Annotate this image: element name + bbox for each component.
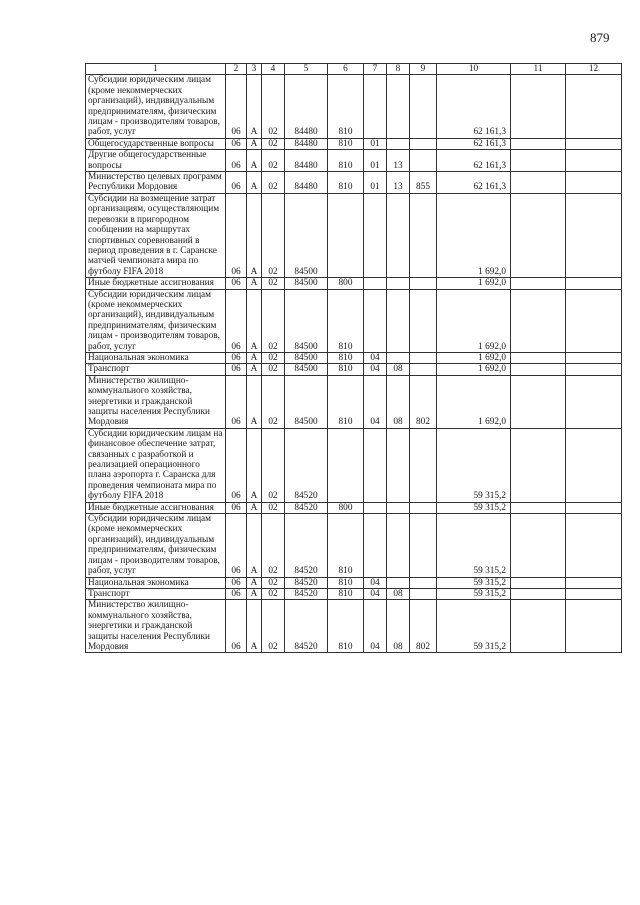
column-header: 2 xyxy=(226,64,247,75)
table-row xyxy=(86,150,622,172)
column-header: 12 xyxy=(566,64,622,75)
column-header: 3 xyxy=(247,64,262,75)
cell-code xyxy=(410,278,437,289)
cell-code: 02 xyxy=(262,352,285,363)
cell-empty xyxy=(511,600,566,653)
cell-code: 08 xyxy=(387,588,410,599)
cell-empty xyxy=(566,375,622,428)
cell-code xyxy=(387,428,410,502)
cell-code xyxy=(387,577,410,588)
cell-code xyxy=(410,502,437,513)
cell-code: 855 xyxy=(410,172,437,194)
cell-code xyxy=(328,193,364,277)
row-name: Другие общегосударственные вопросы xyxy=(86,150,226,172)
cell-code: 810 xyxy=(328,375,364,428)
cell-code: 06 xyxy=(226,364,247,375)
cell-code: А xyxy=(247,278,262,289)
cell-code: 810 xyxy=(328,150,364,172)
cell-code: 84500 xyxy=(285,289,328,352)
cell-amount: 1 692,0 xyxy=(437,289,511,352)
cell-code: 06 xyxy=(226,138,247,149)
column-header: 10 xyxy=(437,64,511,75)
cell-code: А xyxy=(247,364,262,375)
cell-code: А xyxy=(247,138,262,149)
cell-code: 08 xyxy=(387,600,410,653)
row-name: Субсидии юридическим лицам (кроме некоммерческих организаций), индивидуальным предпринимателям, физическим лицам - производителям товаров, работ, услуг xyxy=(86,289,226,352)
cell-code: 84500 xyxy=(285,352,328,363)
cell-code: 84520 xyxy=(285,502,328,513)
row-name: Национальная экономика xyxy=(86,352,226,363)
column-header: 7 xyxy=(364,64,387,75)
cell-amount: 62 161,3 xyxy=(437,138,511,149)
cell-code: 01 xyxy=(364,138,387,149)
table-row xyxy=(86,352,622,363)
cell-code: 02 xyxy=(262,502,285,513)
cell-amount: 62 161,3 xyxy=(437,172,511,194)
cell-empty xyxy=(566,75,622,138)
table-row xyxy=(86,577,622,588)
cell-code: 06 xyxy=(226,428,247,502)
cell-code: 810 xyxy=(328,600,364,653)
table-row xyxy=(86,588,622,599)
cell-empty xyxy=(566,138,622,149)
cell-code: 04 xyxy=(364,600,387,653)
cell-code xyxy=(387,502,410,513)
cell-code: А xyxy=(247,588,262,599)
cell-amount: 59 315,2 xyxy=(437,514,511,577)
cell-empty xyxy=(511,428,566,502)
cell-code: 84520 xyxy=(285,588,328,599)
cell-empty xyxy=(511,172,566,194)
cell-code: 04 xyxy=(364,352,387,363)
column-header: 5 xyxy=(285,64,328,75)
cell-code: А xyxy=(247,150,262,172)
cell-code: 13 xyxy=(387,150,410,172)
cell-code: 06 xyxy=(226,514,247,577)
row-name: Субсидии на возмещение затрат организациям, осуществляющим перевозки в пригородном сообщении на маршрутах спортивных соревнований в период проведения в г. Саранске матчей чемпионата мира по футболу FIFA 2018 xyxy=(86,193,226,277)
cell-code: 06 xyxy=(226,289,247,352)
cell-empty xyxy=(566,278,622,289)
table-row xyxy=(86,289,622,352)
cell-code: 84500 xyxy=(285,278,328,289)
cell-empty xyxy=(511,514,566,577)
cell-code: 06 xyxy=(226,172,247,194)
cell-code xyxy=(387,75,410,138)
cell-empty xyxy=(566,172,622,194)
cell-code: 810 xyxy=(328,577,364,588)
cell-empty xyxy=(566,577,622,588)
cell-code: 06 xyxy=(226,588,247,599)
table-row xyxy=(86,75,622,138)
cell-code: А xyxy=(247,289,262,352)
cell-empty xyxy=(511,289,566,352)
cell-code: А xyxy=(247,352,262,363)
cell-code: А xyxy=(247,428,262,502)
cell-code xyxy=(387,138,410,149)
column-header: 9 xyxy=(410,64,437,75)
cell-code: 02 xyxy=(262,150,285,172)
cell-code xyxy=(364,193,387,277)
cell-code: 04 xyxy=(364,375,387,428)
table-row xyxy=(86,514,622,577)
cell-code: 04 xyxy=(364,588,387,599)
cell-code: 06 xyxy=(226,75,247,138)
column-header: 8 xyxy=(387,64,410,75)
cell-code: 06 xyxy=(226,502,247,513)
cell-code xyxy=(364,502,387,513)
cell-code xyxy=(410,428,437,502)
cell-amount: 1 692,0 xyxy=(437,193,511,277)
row-name: Министерство жилищно-коммунального хозяйства, энергетики и гражданской защиты населения Республики Мордовия xyxy=(86,600,226,653)
cell-code xyxy=(387,278,410,289)
column-header: 1 xyxy=(86,64,226,75)
cell-code xyxy=(410,138,437,149)
cell-amount: 1 692,0 xyxy=(437,278,511,289)
cell-code: 13 xyxy=(387,172,410,194)
cell-empty xyxy=(511,150,566,172)
cell-code: 810 xyxy=(328,289,364,352)
cell-empty xyxy=(511,588,566,599)
cell-code: 802 xyxy=(410,375,437,428)
table-row xyxy=(86,428,622,502)
cell-code: 810 xyxy=(328,364,364,375)
cell-code: 06 xyxy=(226,150,247,172)
cell-empty xyxy=(511,375,566,428)
cell-code xyxy=(364,289,387,352)
row-name: Субсидии юридическим лицам (кроме некоммерческих организаций), индивидуальным предпринимателям, физическим лицам - производителям товаров, работ, услуг xyxy=(86,514,226,577)
cell-amount: 1 692,0 xyxy=(437,352,511,363)
row-name: Иные бюджетные ассигнования xyxy=(86,502,226,513)
budget-table xyxy=(85,63,622,653)
cell-code: 810 xyxy=(328,75,364,138)
cell-code: 02 xyxy=(262,75,285,138)
page-number: 879 xyxy=(590,30,610,45)
cell-empty xyxy=(566,150,622,172)
cell-empty xyxy=(566,289,622,352)
cell-code xyxy=(410,577,437,588)
cell-code: А xyxy=(247,600,262,653)
cell-code: А xyxy=(247,75,262,138)
cell-code: 02 xyxy=(262,172,285,194)
row-name: Иные бюджетные ассигнования xyxy=(86,278,226,289)
cell-code: 84480 xyxy=(285,75,328,138)
cell-code: А xyxy=(247,193,262,277)
cell-code: 810 xyxy=(328,588,364,599)
column-header: 4 xyxy=(262,64,285,75)
cell-empty xyxy=(511,352,566,363)
cell-code: А xyxy=(247,514,262,577)
cell-code: 800 xyxy=(328,278,364,289)
cell-amount: 59 315,2 xyxy=(437,577,511,588)
table-row xyxy=(86,502,622,513)
cell-code: 04 xyxy=(364,577,387,588)
cell-code: А xyxy=(247,502,262,513)
table-row xyxy=(86,172,622,194)
cell-code xyxy=(328,428,364,502)
row-name: Общегосударственные вопросы xyxy=(86,138,226,149)
cell-code: 02 xyxy=(262,600,285,653)
cell-empty xyxy=(566,502,622,513)
cell-code: 02 xyxy=(262,577,285,588)
cell-code: 02 xyxy=(262,193,285,277)
row-name: Национальная экономика xyxy=(86,577,226,588)
cell-code: 02 xyxy=(262,375,285,428)
cell-code: 802 xyxy=(410,600,437,653)
cell-empty xyxy=(566,588,622,599)
cell-code: 01 xyxy=(364,150,387,172)
cell-code: 06 xyxy=(226,600,247,653)
cell-empty xyxy=(566,600,622,653)
cell-code xyxy=(387,352,410,363)
cell-code xyxy=(364,278,387,289)
row-name: Министерство целевых программ Республики Мордовия xyxy=(86,172,226,194)
cell-code: 06 xyxy=(226,278,247,289)
table-header-row xyxy=(86,64,622,75)
cell-code: 84500 xyxy=(285,375,328,428)
cell-empty xyxy=(511,502,566,513)
cell-code: 84520 xyxy=(285,428,328,502)
cell-code: 06 xyxy=(226,352,247,363)
cell-amount: 59 315,2 xyxy=(437,502,511,513)
cell-code xyxy=(364,75,387,138)
cell-empty xyxy=(511,193,566,277)
cell-code xyxy=(387,289,410,352)
cell-amount: 1 692,0 xyxy=(437,364,511,375)
cell-code: 02 xyxy=(262,428,285,502)
cell-amount: 1 692,0 xyxy=(437,375,511,428)
cell-code: 800 xyxy=(328,502,364,513)
cell-code xyxy=(410,352,437,363)
table-row xyxy=(86,138,622,149)
cell-code xyxy=(410,289,437,352)
cell-code xyxy=(387,514,410,577)
column-header: 11 xyxy=(511,64,566,75)
row-name: Министерство жилищно-коммунального хозяйства, энергетики и гражданской защиты населения Республики Мордовия xyxy=(86,375,226,428)
cell-code xyxy=(364,514,387,577)
cell-code xyxy=(410,75,437,138)
cell-code: 02 xyxy=(262,364,285,375)
cell-code: 84520 xyxy=(285,600,328,653)
table-row xyxy=(86,375,622,428)
row-name: Субсидии юридическим лицам (кроме некоммерческих организаций), индивидуальным предпринимателям, физическим лицам - производителям товаров, работ, услуг xyxy=(86,75,226,138)
cell-code: 84500 xyxy=(285,193,328,277)
cell-code: 84480 xyxy=(285,150,328,172)
cell-empty xyxy=(566,352,622,363)
cell-code: 84480 xyxy=(285,172,328,194)
row-name: Транспорт xyxy=(86,588,226,599)
cell-empty xyxy=(511,278,566,289)
cell-empty xyxy=(566,428,622,502)
column-header: 6 xyxy=(328,64,364,75)
cell-amount: 62 161,3 xyxy=(437,150,511,172)
cell-code: А xyxy=(247,577,262,588)
cell-amount: 59 315,2 xyxy=(437,600,511,653)
cell-code: 810 xyxy=(328,172,364,194)
cell-code: 06 xyxy=(226,193,247,277)
cell-code xyxy=(410,588,437,599)
cell-code: 08 xyxy=(387,364,410,375)
cell-code: 06 xyxy=(226,577,247,588)
cell-code: А xyxy=(247,172,262,194)
cell-code: 810 xyxy=(328,514,364,577)
cell-code: 84520 xyxy=(285,577,328,588)
cell-code xyxy=(387,193,410,277)
row-name: Транспорт xyxy=(86,364,226,375)
cell-code: 84500 xyxy=(285,364,328,375)
table-row xyxy=(86,278,622,289)
cell-code: 84480 xyxy=(285,138,328,149)
cell-amount: 59 315,2 xyxy=(437,428,511,502)
table-row xyxy=(86,193,622,277)
cell-code: А xyxy=(247,375,262,428)
cell-code: 810 xyxy=(328,352,364,363)
cell-code: 02 xyxy=(262,138,285,149)
cell-empty xyxy=(511,138,566,149)
table-row xyxy=(86,364,622,375)
cell-empty xyxy=(511,577,566,588)
cell-empty xyxy=(511,364,566,375)
cell-code: 02 xyxy=(262,514,285,577)
cell-empty xyxy=(566,514,622,577)
cell-code: 01 xyxy=(364,172,387,194)
cell-amount: 62 161,3 xyxy=(437,75,511,138)
cell-amount: 59 315,2 xyxy=(437,588,511,599)
table-body xyxy=(86,75,622,653)
cell-code: 810 xyxy=(328,138,364,149)
cell-code xyxy=(410,193,437,277)
table-row xyxy=(86,600,622,653)
cell-empty xyxy=(566,364,622,375)
cell-code: 84520 xyxy=(285,514,328,577)
cell-code xyxy=(364,428,387,502)
cell-code: 04 xyxy=(364,364,387,375)
cell-code: 08 xyxy=(387,375,410,428)
cell-code xyxy=(410,364,437,375)
cell-empty xyxy=(566,193,622,277)
cell-empty xyxy=(511,75,566,138)
cell-code: 06 xyxy=(226,375,247,428)
cell-code: 02 xyxy=(262,289,285,352)
row-name: Субсидии юридическим лицам на финансовое обеспечение затрат, связанных с разработкой и реализацией операционного плана аэропорта г. Саранска для проведения чемпионата мира по футболу FIFA 2018 xyxy=(86,428,226,502)
cell-code: 02 xyxy=(262,588,285,599)
cell-code: 02 xyxy=(262,278,285,289)
cell-code xyxy=(410,150,437,172)
cell-code xyxy=(410,514,437,577)
